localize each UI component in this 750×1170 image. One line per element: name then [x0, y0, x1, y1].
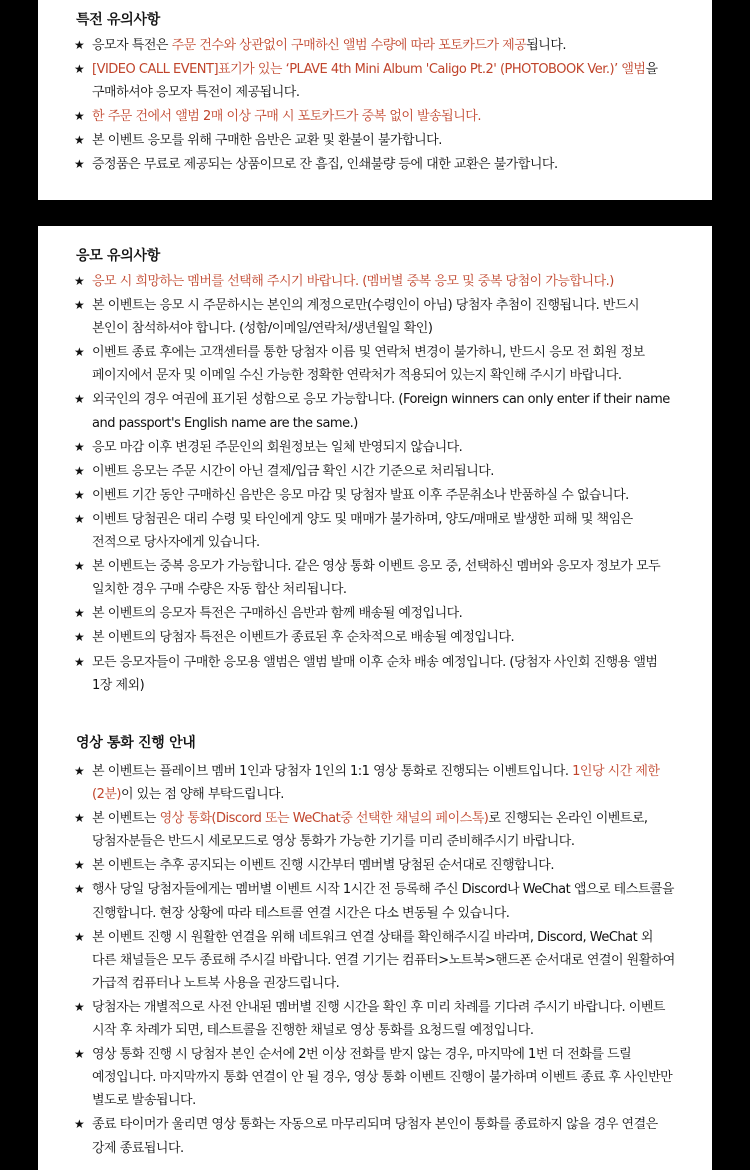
star-bullet-icon: ★ — [74, 858, 85, 873]
item-text: 영상 통화 진행 시 당첨자 본인 순서에 2번 이상 전화를 받지 않는 경우, 마지막에 1번 더 전화를 드릴 예정입니다. 마지막까지 통화 연결이 안 될 경우, 영상 통화 이벤트 진행이 불가하며 이벤트 종료 후 사인반만 별도로 발송됩니다. — [92, 1047, 673, 1109]
star-bullet-icon: ★ — [74, 654, 85, 669]
list-item — [74, 508, 678, 554]
list-item — [74, 996, 678, 1042]
star-bullet-icon: ★ — [74, 463, 85, 478]
star-bullet-icon: ★ — [74, 511, 85, 526]
item-text: 됩니다. — [526, 38, 567, 53]
list-item — [74, 555, 678, 601]
star-bullet-icon: ★ — [74, 1117, 85, 1132]
section-title: 응모 유의사항 — [76, 248, 160, 264]
section-title: 영상 통화 진행 안내 — [76, 735, 196, 751]
star-bullet-icon: ★ — [74, 62, 85, 77]
list-item — [74, 760, 678, 806]
video-call-guide-list — [74, 760, 678, 1161]
list-item — [74, 294, 678, 340]
item-text: 당첨자는 개별적으로 사전 안내된 멤버별 진행 시간을 확인 후 미리 차례를 기다려 주시기 바랍니다. 이벤트 시작 후 차례가 되면, 테스트콜을 진행한 채널로 영상 통화를 요청드릴 예정입니다. — [92, 999, 665, 1039]
item-text: 이벤트 당첨권은 대리 수령 및 타인에게 양도 및 매매가 불가하며, 양도/매매로 발생한 피해 및 책임은 전적으로 당사자에게 있습니다. — [92, 511, 633, 551]
list-item — [74, 388, 678, 434]
item-text: 본 이벤트는 응모 시 주문하시는 본인의 계정으로만(수령인이 아님) 당첨자 추첨이 진행됩니다. 반드시 본인이 참석하셔야 합니다. (성함/이메일/연락처/생년월일 확인) — [92, 298, 640, 337]
item-text: 이벤트 종료 후에는 고객센터를 통한 당첨자 이름 및 연락처 변경이 불가하니, 반드시 응모 전 회원 정보 페이지에서 문자 및 이메일 수신 가능한 정확한 연락처가 적용되어 있는지 확인해 주시기 바랍니다. — [92, 345, 645, 384]
list-item — [74, 1043, 678, 1112]
item-text: 이벤트 기간 동안 구매하신 음반은 응모 마감 및 당첨자 발표 이후 주문취소나 반품하실 수 없습니다. — [92, 487, 629, 503]
item-text: 본 이벤트는 추후 공지되는 이벤트 진행 시간부터 멤버별 당첨된 순서대로 진행합니다. — [92, 858, 554, 874]
star-bullet-icon: ★ — [74, 811, 85, 826]
star-bullet-icon: ★ — [74, 38, 85, 52]
star-bullet-icon: ★ — [74, 764, 85, 778]
star-bullet-icon: ★ — [74, 929, 85, 944]
highlighted-text: 1인당 시간 제한(2분) — [92, 764, 660, 803]
star-bullet-icon: ★ — [74, 345, 85, 360]
item-text: 행사 당일 당첨자들에게는 멤버별 이벤트 시작 1시간 전 등록해 주신 Discord나 WeChat 앱으로 테스트콜을 진행합니다. 현장 상황에 따라 테스트콜 연결 시간은 다소 변동될 수 있습니다. — [92, 882, 674, 921]
highlighted-text: 한 주문 건에서 앨범 2매 이상 구매 시 포토카드가 중복 없이 발송됩니다. — [92, 109, 481, 125]
star-bullet-icon: ★ — [74, 439, 85, 454]
benefit-notice-list — [74, 34, 678, 178]
highlighted-text: [VIDEO CALL EVENT]표기가 있는 ‘PLAVE 4th Mini Album 'Caligo Pt.2' (PHOTOBOOK Ver.)’ 앨범 — [92, 62, 646, 78]
section-title: 특전 유의사항 — [76, 12, 160, 28]
star-bullet-icon: ★ — [74, 1047, 85, 1062]
star-bullet-icon: ★ — [74, 559, 85, 574]
star-bullet-icon: ★ — [74, 109, 85, 124]
star-bullet-icon: ★ — [74, 999, 85, 1014]
list-item — [74, 460, 678, 483]
item-text: 본 이벤트는 중복 응모가 가능합니다. 같은 영상 통화 이벤트 응모 중, 선택하신 멤버와 응모자 정보가 모두 일치한 경우 구매 수량은 자동 합산 처리됩니다. — [92, 559, 661, 598]
item-text: 본 이벤트는 플레이브 멤버 1인과 당첨자 1인의 1:1 영상 통화로 진행되는 이벤트입니다. — [92, 764, 573, 779]
list-item — [74, 129, 678, 152]
list-item — [74, 105, 678, 128]
item-text: 본 이벤트 진행 시 원활한 연결을 위해 네트워크 연결 상태를 확인해주시길 바라며, Discord, WeChat 외 다른 채널들은 모두 종료해 주시길 바랍니다. 연결 기기는 컴퓨터>노트북>핸드폰 순서대로 연결이 원활하여 가급적 컴퓨터나 노트북 사용을 권장드립니다. — [92, 929, 675, 991]
star-bullet-icon: ★ — [74, 274, 85, 288]
star-bullet-icon: ★ — [74, 298, 85, 313]
list-item — [74, 436, 678, 459]
item-text: 로 진행되는 온라인 이벤트로, 당첨자분들은 반드시 세로모드로 영상 통화가 가능한 기기를 미리 준비해주시기 바랍니다. — [92, 811, 648, 850]
item-text: 응모자 특전은 — [92, 38, 172, 53]
star-bullet-icon: ★ — [74, 157, 85, 172]
list-item — [74, 854, 678, 877]
item-text: 본 이벤트의 응모자 특전은 구매하신 음반과 함께 배송될 예정입니다. — [92, 606, 463, 622]
list-item — [74, 926, 678, 995]
item-text: 이 있는 점 양해 부탁드립니다. — [120, 787, 284, 803]
list-item — [74, 341, 678, 387]
star-bullet-icon: ★ — [74, 606, 85, 621]
star-bullet-icon: ★ — [74, 630, 85, 645]
star-bullet-icon: ★ — [74, 882, 85, 897]
list-item — [74, 153, 678, 176]
item-text: 이벤트 응모는 주문 시간이 아닌 결제/입금 확인 시간 기준으로 처리됩니다. — [92, 463, 494, 479]
benefit-notice-section — [38, 0, 712, 200]
star-bullet-icon: ★ — [74, 133, 85, 148]
item-text: 을 구매하셔야 응모자 특전이 제공됩니다. — [92, 62, 658, 101]
star-bullet-icon: ★ — [74, 487, 85, 502]
list-item — [74, 58, 678, 104]
item-text: 본 이벤트 응모를 위해 구매한 음반은 교환 및 환불이 불가합니다. — [92, 133, 442, 149]
list-item — [74, 651, 678, 697]
list-item — [74, 34, 678, 57]
item-text: 외국인의 경우 여권에 표기된 성함으로 응모 가능합니다. (Foreign winners can only enter if their name and passport's English name are the same.) — [92, 392, 670, 431]
list-item — [74, 602, 678, 625]
highlighted-text: 영상 통화(Discord 또는 WeChat중 선택한 채널의 페이스톡) — [159, 811, 489, 827]
item-text: 증정품은 무료로 제공되는 상품이므로 잔 흠집, 인쇄불량 등에 대한 교환은 불가합니다. — [92, 157, 558, 173]
list-item — [74, 807, 678, 853]
star-bullet-icon: ★ — [74, 392, 85, 407]
list-item — [74, 626, 678, 649]
highlighted-text: 주문 건수와 상관없이 구매하신 앨범 수량에 따라 포토카드가 제공 — [171, 38, 527, 53]
highlighted-text: 응모 시 희망하는 멤버를 선택해 주시기 바랍니다. (멤버별 중복 응모 및 중복 당첨이 가능합니다.) — [92, 274, 614, 289]
item-text: 본 이벤트는 — [92, 811, 160, 827]
list-item — [74, 484, 678, 507]
list-item — [74, 1113, 678, 1159]
item-text: 응모 마감 이후 변경된 주문인의 회원정보는 일체 반영되지 않습니다. — [92, 439, 463, 455]
entry-notice-list — [74, 270, 678, 698]
item-text: 모든 응모자들이 구매한 응모용 앨범은 앨범 발매 이후 순차 배송 예정입니다. (당첨자 사인회 진행용 앨범 1장 제외) — [92, 654, 658, 693]
list-item — [74, 878, 678, 924]
item-text: 본 이벤트의 당첨자 특전은 이벤트가 종료된 후 순차적으로 배송될 예정입니다. — [92, 630, 515, 646]
entry-notice-section — [38, 226, 712, 1170]
list-item — [74, 270, 678, 293]
item-text: 종료 타이머가 울리면 영상 통화는 자동으로 마무리되며 당첨자 본인이 통화를 종료하지 않을 경우 연결은 강제 종료됩니다. — [92, 1117, 658, 1156]
